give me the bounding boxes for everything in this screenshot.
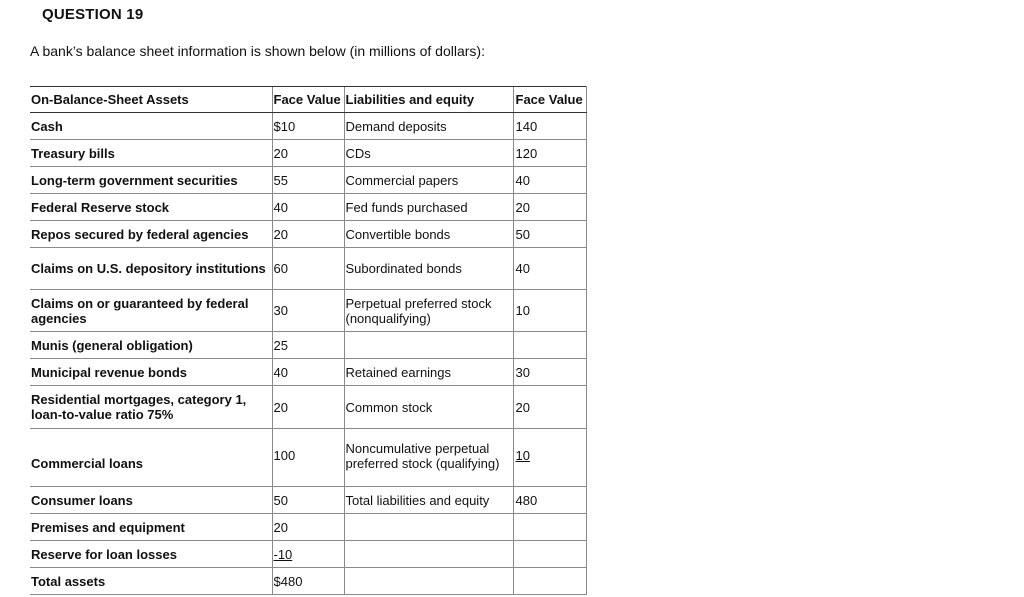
liability-value xyxy=(513,514,586,541)
liability-label: Common stock xyxy=(344,386,513,429)
table-row xyxy=(30,487,586,514)
header-liability-face-value: Face Value xyxy=(513,87,586,113)
balance-sheet-table xyxy=(30,86,587,595)
liability-value xyxy=(513,429,586,487)
liability-value xyxy=(513,332,586,359)
table-row xyxy=(30,221,586,248)
liability-label: Noncumulative perpetual preferred stock (qualifying) xyxy=(344,429,513,487)
table-row xyxy=(30,167,586,194)
asset-value: 55 xyxy=(272,167,344,194)
header-liabilities: Liabilities and equity xyxy=(344,87,513,113)
header-asset-face-value: Face Value xyxy=(272,87,344,113)
asset-label: Federal Reserve stock xyxy=(30,194,272,221)
asset-label: Claims on or guaranteed by federal agencies xyxy=(30,290,272,332)
liability-value xyxy=(513,541,586,568)
asset-label: Reserve for loan losses xyxy=(30,541,272,568)
liability-label: Convertible bonds xyxy=(344,221,513,248)
liability-value: 140 xyxy=(513,113,586,140)
asset-value: 20 xyxy=(272,140,344,167)
liability-value: 20 xyxy=(513,194,586,221)
liability-label: CDs xyxy=(344,140,513,167)
liability-label: Commercial papers xyxy=(344,167,513,194)
asset-label: Commercial loans xyxy=(30,429,272,487)
liability-value xyxy=(513,568,586,595)
asset-value: 50 xyxy=(272,487,344,514)
table-row xyxy=(30,140,586,167)
header-assets: On-Balance-Sheet Assets xyxy=(30,87,272,113)
liability-label xyxy=(344,568,513,595)
liability-label xyxy=(344,541,513,568)
asset-label: Claims on U.S. depository institutions xyxy=(30,248,272,290)
table-row xyxy=(30,514,586,541)
table-header-row xyxy=(30,87,586,113)
table-row xyxy=(30,359,586,386)
table-row xyxy=(30,541,586,568)
liability-value: 40 xyxy=(513,248,586,290)
asset-label: Municipal revenue bonds xyxy=(30,359,272,386)
asset-value: 40 xyxy=(272,194,344,221)
asset-label: Premises and equipment xyxy=(30,514,272,541)
liability-label: Retained earnings xyxy=(344,359,513,386)
asset-value: 25 xyxy=(272,332,344,359)
asset-value: 40 xyxy=(272,359,344,386)
asset-value: 100 xyxy=(272,429,344,487)
liability-value: 20 xyxy=(513,386,586,429)
table-row xyxy=(30,386,586,429)
liability-label: Fed funds purchased xyxy=(344,194,513,221)
asset-label: Long-term government securities xyxy=(30,167,272,194)
table-row xyxy=(30,429,586,487)
asset-value: 30 xyxy=(272,290,344,332)
liability-label: Total liabilities and equity xyxy=(344,487,513,514)
asset-label: Total assets xyxy=(30,568,272,595)
liability-label: Perpetual preferred stock (nonqualifying) xyxy=(344,290,513,332)
liability-label xyxy=(344,514,513,541)
asset-label: Munis (general obligation) xyxy=(30,332,272,359)
liability-label xyxy=(344,332,513,359)
table-row xyxy=(30,332,586,359)
liability-value: 480 xyxy=(513,487,586,514)
table-row xyxy=(30,113,586,140)
liability-value: 120 xyxy=(513,140,586,167)
asset-label: Repos secured by federal agencies xyxy=(30,221,272,248)
asset-value: 20 xyxy=(272,221,344,248)
asset-label: Treasury bills xyxy=(30,140,272,167)
asset-value: 20 xyxy=(272,514,344,541)
asset-value xyxy=(272,541,344,568)
asset-label: Residential mortgages, category 1, loan-to-value ratio 75% xyxy=(30,386,272,429)
liability-value-text: 10 xyxy=(515,448,530,463)
liability-label: Subordinated bonds xyxy=(344,248,513,290)
asset-label: Consumer loans xyxy=(30,487,272,514)
table-row xyxy=(30,568,586,595)
asset-label: Cash xyxy=(30,113,272,140)
asset-value-text: -10 xyxy=(273,546,293,562)
question-title: QUESTION 19 xyxy=(42,6,144,23)
liability-value: 30 xyxy=(513,359,586,386)
liability-value: 50 xyxy=(513,221,586,248)
question-intro: A bank’s balance sheet information is shown below (in millions of dollars): xyxy=(30,43,485,59)
asset-value: $480 xyxy=(272,568,344,595)
liability-value: 10 xyxy=(513,290,586,332)
table-row xyxy=(30,248,586,290)
table-row xyxy=(30,290,586,332)
liability-label: Demand deposits xyxy=(344,113,513,140)
asset-value: $10 xyxy=(272,113,344,140)
asset-value: 60 xyxy=(272,248,344,290)
table-row xyxy=(30,194,586,221)
asset-value: 20 xyxy=(272,386,344,429)
liability-value: 40 xyxy=(513,167,586,194)
